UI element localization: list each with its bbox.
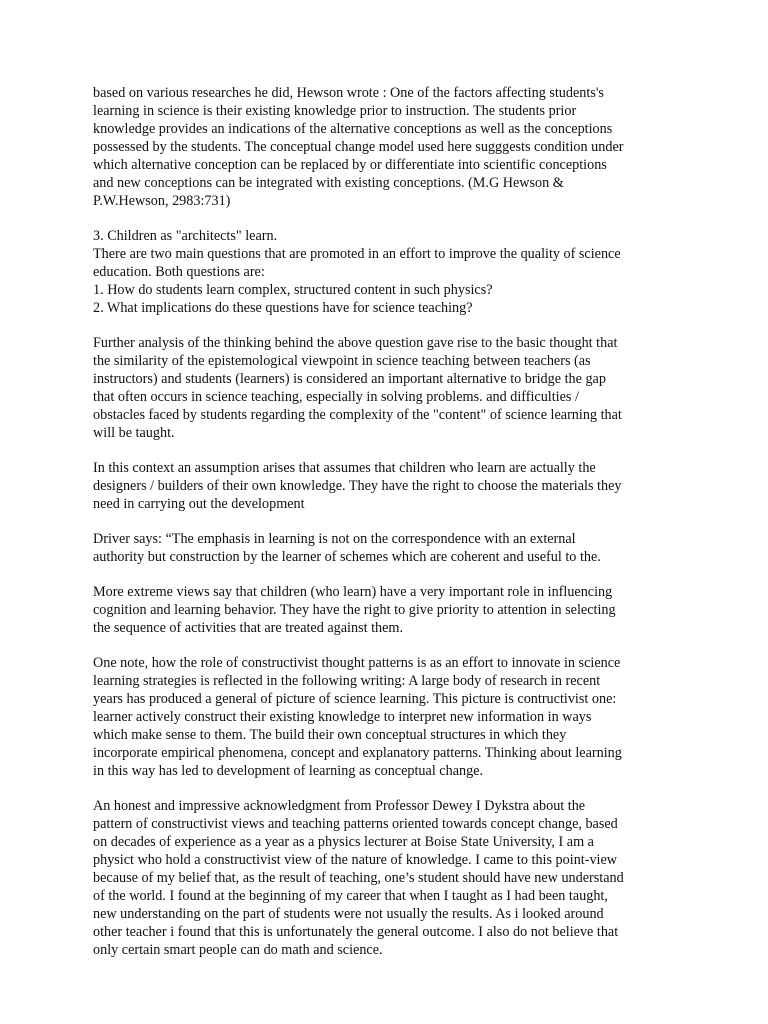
paragraph-driver-quote: [93, 530, 683, 566]
text-line: obstacles faced by students regarding the complexity of the "content" of science learning that: [93, 407, 622, 423]
text-line: physict who hold a constructivist view of the nature of knowledge. I came to this point-view: [93, 852, 618, 868]
list-item: 1. How do students learn complex, structured content in such physics?: [93, 282, 493, 298]
text-line: An honest and impressive acknowledgment from Professor Dewey I Dykstra about the: [93, 798, 586, 814]
text-line: years has produced a general of picture of science learning. This picture is contructivist one:: [93, 691, 617, 707]
text-line: and new conceptions can be integrated with existing conceptions. (M.G Hewson &: [93, 175, 564, 191]
text-line: in this way has led to development of learning as conceptual change.: [93, 763, 484, 779]
text-line: learner actively construct their existing knowledge to interpret new information in ways: [93, 709, 592, 725]
text-line: the similarity of the epistemological viewpoint in science teaching between teachers (as: [93, 353, 591, 369]
text-line: on decades of experience as a year as a physics lecturer at Boise State University, I am a: [93, 834, 594, 850]
text-line: learning strategies is reflected in the following writing: A large body of research in recent: [93, 673, 601, 689]
text-line: because of my belief that, as the result of teaching, one’s student should have new understand: [93, 870, 624, 886]
text-line: Further analysis of the thinking behind the above question gave rise to the basic thought that: [93, 335, 618, 351]
text-line: authority but construction by the learner of schemes which are coherent and useful to the.: [93, 549, 601, 565]
text-line: In this context an assumption arises that assumes that children who learn are actually the: [93, 460, 596, 476]
paragraph-dykstra: [93, 797, 683, 959]
text-line: learning in science is their existing knowledge prior to instruction. The students prior: [93, 103, 577, 119]
section-heading: 3. Children as "architects" learn.: [93, 228, 278, 244]
text-line: will be taught.: [93, 425, 175, 441]
text-line: There are two main questions that are promoted in an effort to improve the quality of science: [93, 246, 621, 262]
text-line: cognition and learning behavior. They have the right to give priority to attention in selecting: [93, 602, 616, 618]
paragraph-extreme-views: [93, 583, 683, 637]
text-line: knowledge provides an indications of the alternative conceptions as well as the conceptions: [93, 121, 613, 137]
text-line: pattern of constructivist views and teaching patterns oriented towards concept change, based: [93, 816, 618, 832]
text-line: P.W.Hewson, 2983:731): [93, 193, 231, 209]
text-line: which alternative conception can be replaced by or differentiate into scientific conceptions: [93, 157, 607, 173]
paragraph-context: [93, 459, 683, 513]
text-line: Driver says: “The emphasis in learning is not on the correspondence with an external: [93, 531, 576, 547]
text-line: More extreme views say that children (who learn) have a very important role in influencing: [93, 584, 613, 600]
paragraph-further-analysis: [93, 334, 683, 442]
paragraph-hewson: [93, 84, 683, 210]
text-line: designers / builders of their own knowledge. They have the right to choose the materials they: [93, 478, 622, 494]
text-line: instructors) and students (learners) is considered an important alternative to bridge the gap: [93, 371, 606, 387]
text-line: incorporate empirical phenomena, concept and explanatory patterns. Thinking about learning: [93, 745, 622, 761]
text-line: which make sense to them. The build their own conceptual structures in which they: [93, 727, 567, 743]
text-line: based on various researches he did, Hewson wrote : One of the factors affecting students's: [93, 85, 604, 101]
paragraph-constructivist: [93, 654, 683, 780]
text-line: possessed by the students. The conceptual change model used here sugggests condition under: [93, 139, 624, 155]
text-line: need in carrying out the development: [93, 496, 305, 512]
text-line: education. Both questions are:: [93, 264, 265, 280]
text-line: the sequence of activities that are treated against them.: [93, 620, 404, 636]
text-line: only certain smart people can do math and science.: [93, 942, 383, 958]
document-page: [93, 84, 683, 976]
text-line: that often occurs in science teaching, especially in solving problems. and difficulties /: [93, 389, 579, 405]
text-line: of the world. I found at the beginning of my career that when I taught as I had been taught,: [93, 888, 608, 904]
text-line: new understanding on the part of students were not usually the results. As i looked around: [93, 906, 604, 922]
text-line: One note, how the role of constructivist thought patterns is as an effort to innovate in science: [93, 655, 621, 671]
text-line: other teacher i found that this is unfortunately the general outcome. I also do not believe that: [93, 924, 619, 940]
paragraph-children-architects: [93, 227, 683, 317]
list-item: 2. What implications do these questions have for science teaching?: [93, 300, 473, 316]
